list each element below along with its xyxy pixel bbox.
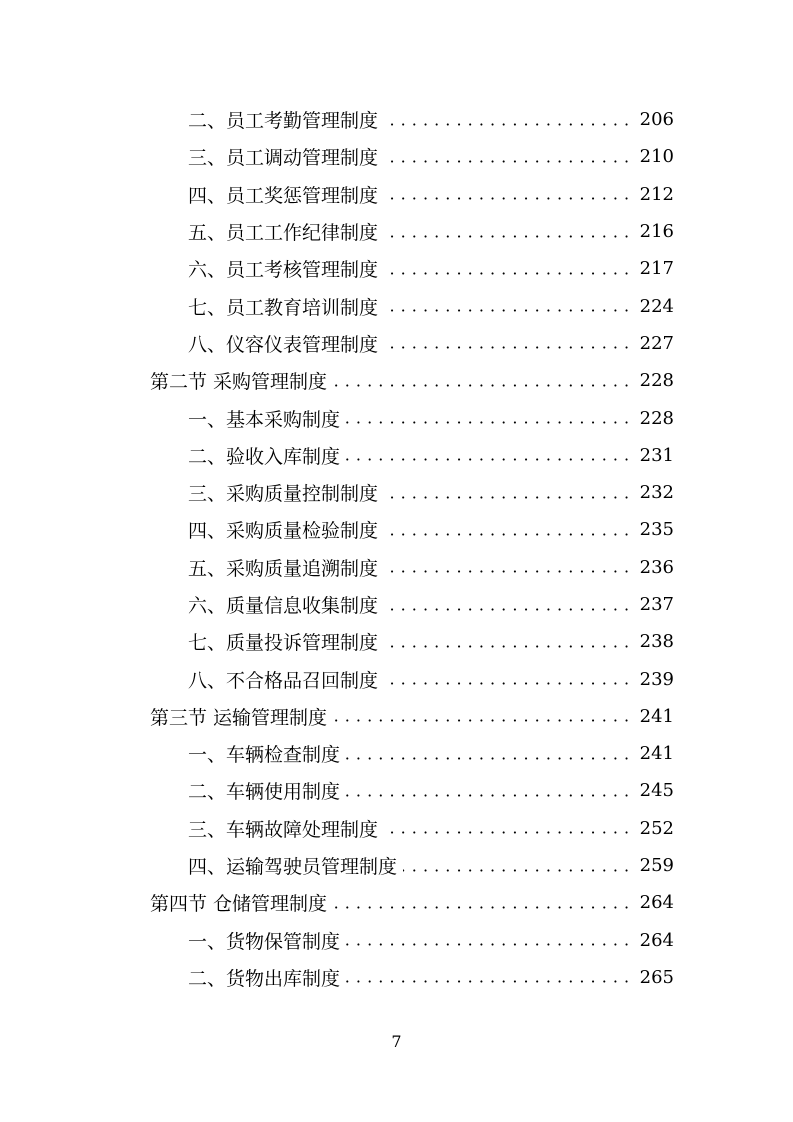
toc-entry-page: 228 [639,407,674,429]
toc-dot-leader [384,511,630,548]
toc-entry-title: 三、员工调动管理制度 [188,147,379,170]
toc-dot-leader [384,138,630,175]
toc-entry-page: 241 [639,743,674,765]
toc-dot-leader [384,101,630,138]
toc-entry-page: 238 [639,631,674,653]
toc-entry-page: 228 [639,370,674,392]
toc-entry-title: 二、验收入库制度 [188,445,341,468]
toc-dot-leader [384,549,630,586]
toc-entry[interactable] [150,772,674,809]
toc-entry-title: 七、质量投诉管理制度 [188,632,379,655]
toc-dot-leader [403,847,630,884]
toc-entry[interactable] [150,623,674,660]
table-of-contents [150,101,674,996]
toc-entry[interactable] [150,176,674,213]
toc-entry-title: 一、车辆检查制度 [188,744,341,767]
toc-dot-leader [346,922,630,959]
toc-entry-title: 第三节 运输管理制度 [150,706,328,729]
toc-entry-title: 四、运输驾驶员管理制度 [188,856,398,879]
toc-entry-title: 五、采购质量追溯制度 [188,557,379,580]
toc-dot-leader [346,735,630,772]
toc-entry-title: 第二节 采购管理制度 [150,371,328,394]
toc-entry[interactable] [150,847,674,884]
toc-entry-page: 231 [639,444,674,466]
toc-dot-leader [346,959,630,996]
toc-dot-leader [384,623,630,660]
toc-entry-page: 237 [639,594,674,615]
toc-entry-title: 四、采购质量检验制度 [188,520,379,543]
toc-entry-page: 227 [639,332,674,354]
toc-entry[interactable] [150,399,674,436]
toc-dot-leader [384,287,630,324]
toc-section-entry[interactable] [150,362,674,399]
toc-entry[interactable] [150,437,674,474]
toc-entry[interactable] [150,549,674,586]
toc-entry-page: 264 [639,892,674,914]
toc-dot-leader [346,772,630,809]
toc-entry[interactable] [150,213,674,250]
toc-entry-title: 二、员工考勤管理制度 [188,110,379,133]
toc-dot-leader [384,213,630,250]
toc-entry-title: 一、基本采购制度 [188,408,341,431]
toc-entry-title: 七、员工教育培训制度 [188,296,379,319]
toc-entry[interactable] [150,810,674,847]
toc-entry[interactable] [150,101,674,138]
toc-dot-leader [384,325,630,362]
toc-dot-leader [333,362,630,399]
toc-dot-leader [384,250,630,287]
toc-entry-page: 265 [639,966,674,988]
toc-entry-page: 216 [639,221,674,243]
toc-entry-page: 241 [639,705,674,727]
toc-entry-page: 235 [639,519,674,541]
toc-entry-title: 六、质量信息收集制度 [188,595,379,617]
toc-entry-title: 三、车辆故障处理制度 [188,818,379,841]
toc-entry-title: 三、采购质量控制制度 [188,483,379,506]
toc-entry-title: 四、员工奖惩管理制度 [188,184,379,207]
toc-entry[interactable] [150,959,674,996]
toc-section-entry[interactable] [150,698,674,735]
toc-dot-leader [384,474,630,511]
toc-entry-page: 245 [639,780,674,802]
toc-entry[interactable] [150,474,674,511]
toc-dot-leader [384,586,630,623]
toc-entry-page: 239 [639,668,674,690]
toc-entry-page: 264 [639,929,674,951]
toc-entry[interactable] [150,250,674,287]
toc-entry[interactable] [150,660,674,697]
toc-entry-title: 八、不合格品召回制度 [188,669,379,692]
toc-dot-leader [333,884,630,921]
toc-entry-title: 二、货物出库制度 [188,967,341,990]
toc-dot-leader [384,810,630,847]
toc-dot-leader [384,660,630,697]
toc-entry-title: 一、货物保管制度 [188,930,341,953]
toc-entry[interactable] [150,287,674,324]
toc-entry[interactable] [150,325,674,362]
toc-entry-page: 252 [639,817,674,839]
toc-entry-title: 二、车辆使用制度 [188,781,341,804]
toc-dot-leader [384,176,630,213]
toc-entry-page: 212 [639,183,674,205]
toc-section-entry[interactable] [150,884,674,921]
toc-entry-page: 259 [639,855,674,877]
toc-dot-leader [333,698,630,735]
toc-entry[interactable] [150,511,674,548]
toc-entry-title: 第四节 仓储管理制度 [150,893,328,916]
toc-entry-page: 210 [639,146,674,168]
toc-dot-leader [346,437,630,474]
toc-entry-page: 236 [639,556,674,578]
toc-entry-title: 八、仪容仪表管理制度 [188,333,379,356]
toc-entry-page: 206 [639,109,674,131]
toc-entry-page: 224 [639,295,674,317]
page-number: 7 [391,1032,402,1051]
toc-entry[interactable] [150,138,674,175]
toc-dot-leader [346,399,630,436]
toc-entry-page: 232 [639,482,674,504]
toc-entry-title: 六、员工考核管理制度 [188,259,379,282]
toc-entry-title: 五、员工工作纪律制度 [188,222,379,245]
toc-entry[interactable] [150,922,674,959]
toc-entry[interactable] [150,586,674,623]
toc-entry[interactable] [150,735,674,772]
toc-entry-page: 217 [639,258,674,280]
